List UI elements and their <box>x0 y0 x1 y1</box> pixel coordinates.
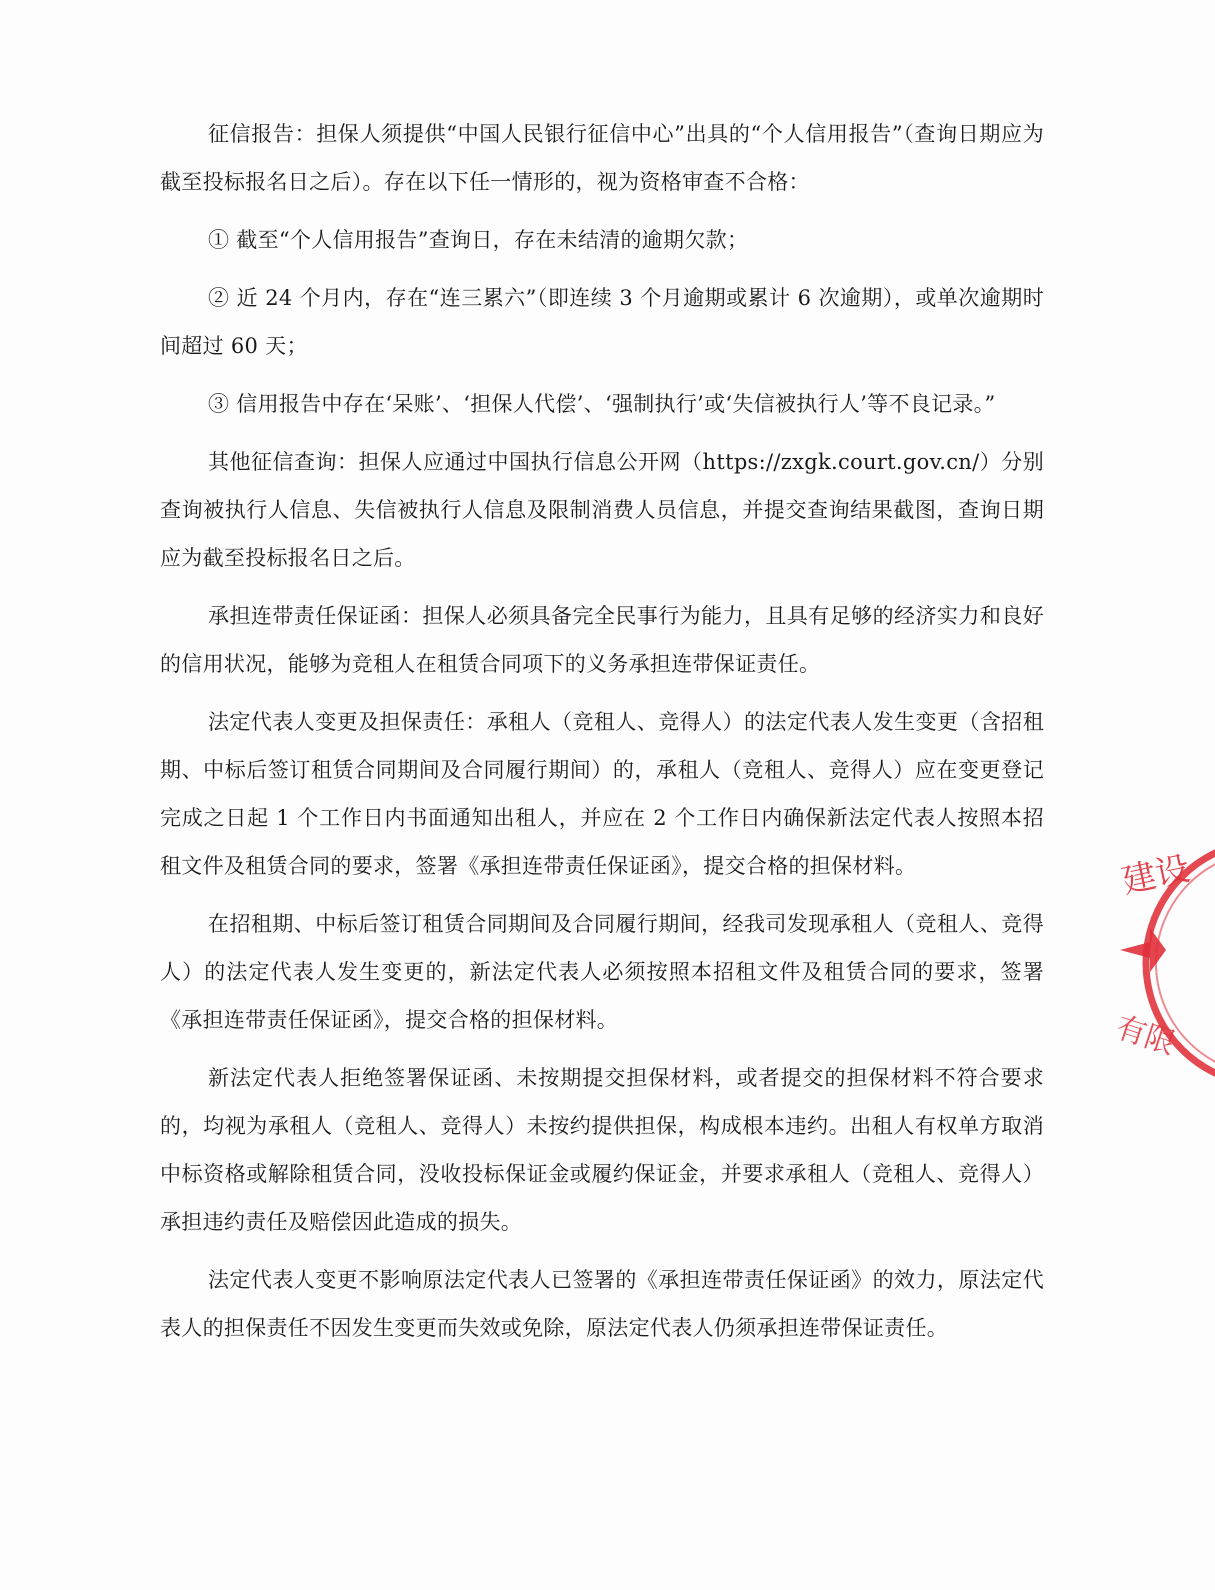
paragraph-condition-1: ① 截至“个人信用报告”查询日，存在未结清的逾期欠款； <box>208 228 749 252</box>
paragraph-legal-rep-change: 法定代表人变更及担保责任：承租人（竞租人、竞得人）的法定代表人发生变更（含招租期、中标后签订租赁合同期间及合同履行期间）的，承租人（竞租人、竞得人）应在变更登记完成之日起 1 个工作日内书面通知出租人，并应在 2 个工作日内确保新法定代表人按照本招租文件及租赁合同的要求，签署《承担连带责任保证函》，提交合格的担保材料。 <box>160 710 1044 878</box>
seal-text-top: 建设 <box>1118 848 1194 902</box>
paragraph-other-credit-query: 其他征信查询：担保人应通过中国执行信息公开网（https://zxgk.court.gov.cn/）分别查询被执行人信息、失信被执行人信息及限制消费人员信息，并提交查询结果截图，查询日期应为截至投标报名日之后。 <box>160 450 1044 570</box>
paragraph-condition-3: ③ 信用报告中存在‘呆账’、‘担保人代偿’、‘强制执行’或‘失信被执行人’等不良记录。” <box>208 392 996 416</box>
paragraph-joint-liability-letter: 承担连带责任保证函：担保人必须具备完全民事行为能力，且具有足够的经济实力和良好的信用状况，能够为竞租人在租赁合同项下的义务承担连带保证责任。 <box>160 604 1044 676</box>
company-seal-stamp <box>1108 838 1215 1088</box>
paragraph-credit-report: 征信报告：担保人须提供“中国人民银行征信中心”出具的“个人信用报告”（查询日期应为截至投标报名日之后）。存在以下任一情形的，视为资格审查不合格： <box>160 122 1044 194</box>
paragraph-original-rep-liability: 法定代表人变更不影响原法定代表人已签署的《承担连带责任保证函》的效力，原法定代表人的担保责任不因发生变更而失效或免除，原法定代表人仍须承担连带保证责任。 <box>160 1268 1044 1340</box>
paragraph-condition-2: ② 近 24 个月内，存在“连三累六”（即连续 3 个月逾期或累计 6 次逾期），或单次逾期时间超过 60 天； <box>160 286 1044 358</box>
seal-text-bottom: 有限 <box>1111 1010 1180 1062</box>
document-body <box>160 110 1044 1362</box>
paragraph-refusal-breach: 新法定代表人拒绝签署保证函、未按期提交担保材料，或者提交的担保材料不符合要求的，均视为承租人（竞租人、竞得人）未按约提供担保，构成根本违约。出租人有权单方取消中标资格或解除租赁合同，没收投标保证金或履约保证金，并要求承租人（竞租人、竞得人）承担违约责任及赔偿因此造成的损失。 <box>160 1066 1044 1234</box>
company-seal-graphic <box>1108 838 1215 1088</box>
paragraph-change-during-lease: 在招租期、中标后签订租赁合同期间及合同履行期间，经我司发现承租人（竞租人、竞得人）的法定代表人发生变更的，新法定代表人必须按照本招租文件及租赁合同的要求，签署《承担连带责任保证函》，提交合格的担保材料。 <box>160 912 1044 1032</box>
